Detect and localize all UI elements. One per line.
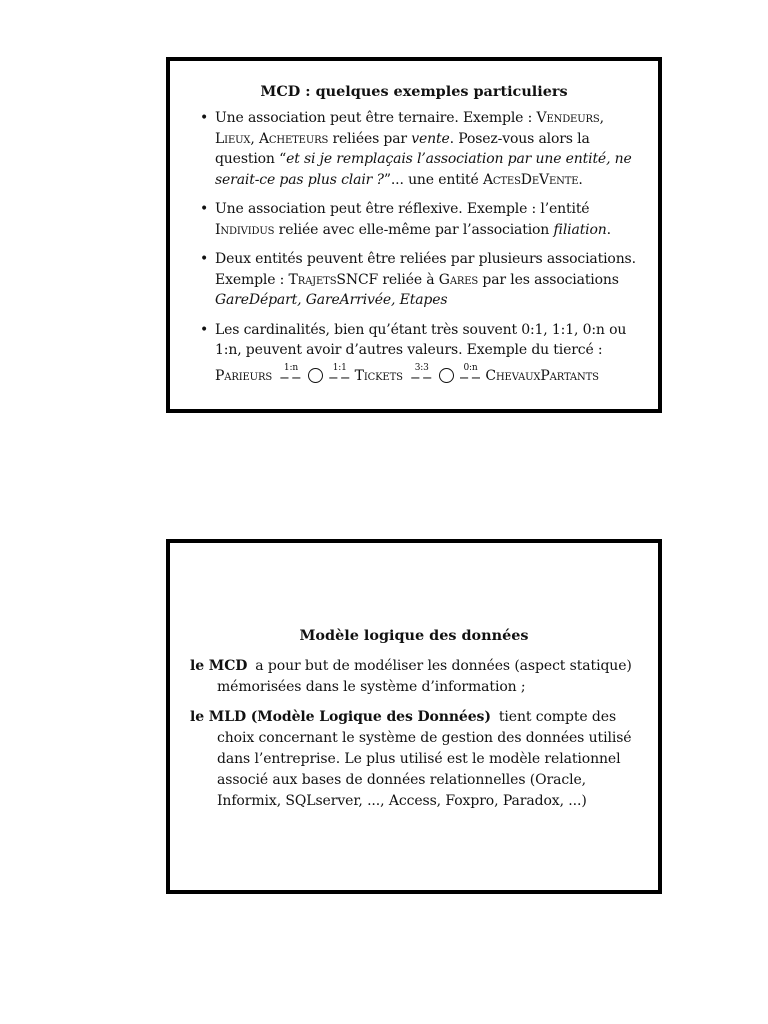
bullet-list — [170, 108, 658, 387]
slide-title: MCD : quelques exemples particuliers — [260, 83, 568, 100]
association-circle-icon — [439, 368, 454, 383]
cardinality-label: 1:1 — [332, 362, 347, 373]
bullet-cardinalities — [200, 320, 642, 387]
entity-name: Lieux — [215, 130, 251, 147]
link-dash: −− — [279, 370, 303, 386]
text: Deux entités peuvent être reliées par plusieurs associations. Exemple : — [215, 251, 636, 288]
definition-term: le MCD — [190, 658, 248, 674]
entity-parieurs: Parieurs — [215, 368, 273, 384]
bullet-dot: • — [200, 201, 209, 217]
text: . Posez-vous alors la question “ — [215, 130, 590, 167]
link — [328, 363, 352, 385]
bullet-dot: • — [200, 321, 209, 338]
definition-list — [190, 656, 642, 812]
entity-chevauxpartants: ChevauxPartants — [485, 368, 599, 384]
text: reliée à — [378, 271, 439, 288]
association-names: GareDépart, GareArrivée, Etapes — [215, 292, 448, 308]
text: Une association peut être réflexive. Exemple : l’entité — [215, 201, 590, 217]
cardinality-chain — [215, 363, 642, 387]
bullet-dot: • — [200, 110, 209, 126]
link — [459, 363, 483, 385]
link — [279, 363, 303, 385]
text: ”... une entité — [383, 171, 483, 188]
link-dash: −− — [458, 370, 483, 386]
slide-mld — [166, 539, 662, 894]
association-name: vente — [411, 130, 450, 147]
association-name: filiation — [553, 221, 607, 238]
entity-name: ActesDeVente — [482, 171, 579, 188]
entity-tickets: Tickets — [354, 368, 403, 384]
bullet-reflexive — [200, 199, 642, 240]
definition-term: le MLD (Modèle Logique des Données) — [190, 709, 491, 725]
question-quote: et si je remplaçais l’association par une entité, ne serait-ce pas plus clair ? — [215, 151, 632, 188]
text: reliée avec elle-même par l’association — [274, 221, 554, 238]
text: Les cardinalités, bien qu’étant très souvent 0:1, 1:1, 0:n ou 1:n, peuvent avoir d’autres valeurs. Exemple du tiercé : — [215, 321, 627, 358]
entity-name: Individus — [215, 221, 275, 238]
entity-name: TrajetsSNCF — [288, 271, 379, 288]
text: , — [250, 130, 259, 147]
cardinality-label: 3:3 — [414, 362, 429, 373]
cardinality-label: 0:n — [463, 362, 478, 373]
link-dash: −− — [409, 370, 434, 386]
text: reliées par — [328, 130, 412, 147]
link — [410, 363, 434, 385]
slide-title: Modèle logique des données — [299, 627, 529, 644]
text: . — [606, 221, 611, 238]
entity-name: Vendeurs — [536, 110, 600, 126]
entity-name: Gares — [438, 271, 479, 288]
link-dash: −− — [327, 370, 352, 386]
association-circle-icon — [308, 368, 323, 383]
definition-mcd — [190, 656, 642, 698]
text: Une association peut être ternaire. Exemple : — [215, 110, 537, 126]
definition-mld — [190, 707, 642, 812]
text: par les associations — [478, 271, 619, 288]
slide-mcd-examples — [166, 57, 662, 413]
cardinality-label: 1:n — [283, 362, 298, 373]
definition-text: a pour but de modéliser les données (aspect statique) mémorisées dans le système d’information ; — [217, 658, 632, 695]
entity-name: Acheteurs — [258, 130, 329, 147]
definition-text: tient compte des choix concernant le système de gestion des données utilisé dans l’entreprise. Le plus utilisé est le modèle relationnel associé aux bases de données relationnelles (Oracle, Informix, SQLserver, ..., Access, Foxpro, Paradox, ...) — [217, 709, 632, 809]
text: . — [578, 171, 583, 188]
text: , — [599, 110, 604, 126]
bullet-dot: • — [200, 251, 209, 267]
bullet-ternary — [200, 108, 642, 190]
bullet-multiple-associations — [200, 249, 642, 311]
